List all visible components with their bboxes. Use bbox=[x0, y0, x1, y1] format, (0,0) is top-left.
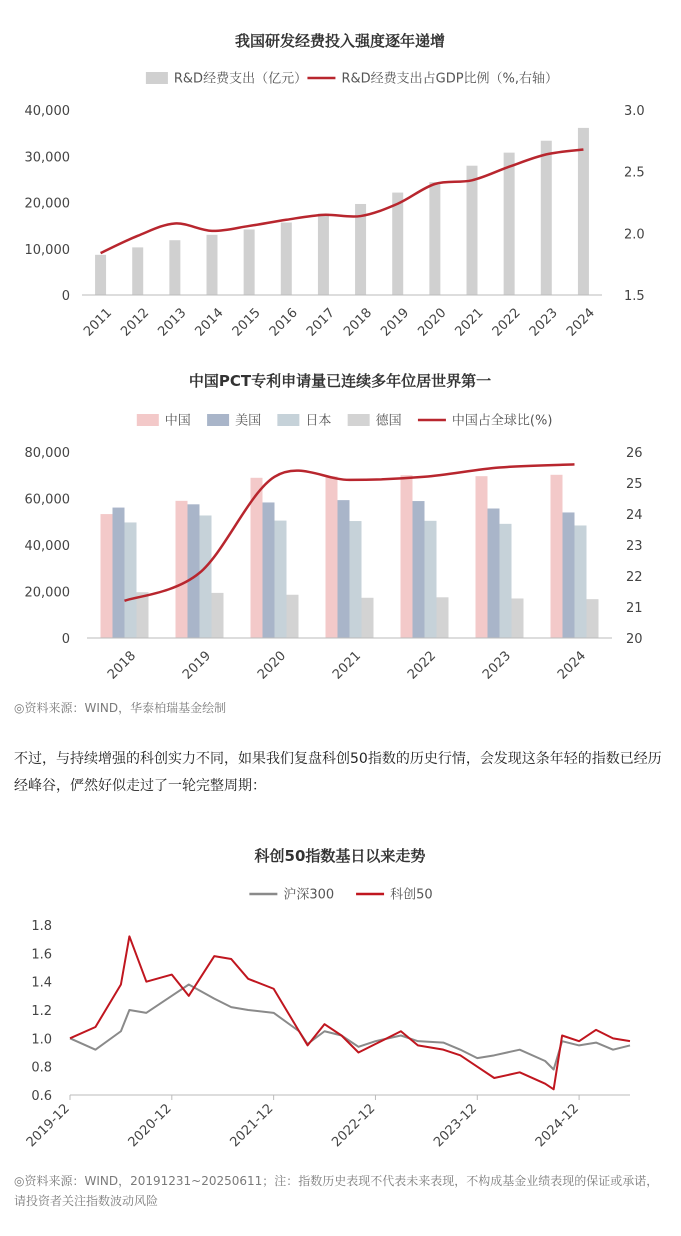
chart-title: 中国PCT专利申请量已连续多年位居世界第一 bbox=[188, 372, 492, 390]
rd-expenditure-chart bbox=[0, 20, 681, 360]
y2-tick-label: 1.5 bbox=[624, 289, 645, 304]
legend-swatch-bar bbox=[137, 414, 159, 426]
bar bbox=[338, 500, 350, 638]
x-tick-label: 2020-12 bbox=[125, 1101, 175, 1151]
y2-tick-label: 23 bbox=[626, 539, 643, 554]
legend-swatch-bar bbox=[207, 414, 229, 426]
y-tick-label: 20,000 bbox=[24, 196, 70, 212]
x-tick-label: 2021 bbox=[452, 305, 487, 340]
y-tick-label: 1.8 bbox=[31, 919, 52, 934]
x-tick-label: 2021 bbox=[330, 648, 365, 683]
x-tick-label: 2015 bbox=[229, 305, 264, 340]
x-tick-label: 2023 bbox=[526, 305, 561, 340]
bar bbox=[488, 508, 500, 638]
legend-label: R&D经费支出（亿元） bbox=[173, 71, 308, 87]
bar bbox=[413, 501, 425, 638]
y-tick-label: 0.8 bbox=[31, 1060, 52, 1076]
legend-label: 科创50 bbox=[390, 887, 433, 903]
legend-label: R&D经费支出占GDP比例（%,右轴） bbox=[341, 71, 559, 87]
y-tick-label: 0.6 bbox=[31, 1089, 52, 1104]
bar bbox=[500, 524, 512, 638]
x-tick-label: 2013 bbox=[155, 305, 190, 340]
bar bbox=[401, 475, 413, 638]
chart-title: 科创50指数基日以来走势 bbox=[254, 847, 426, 865]
x-tick-label: 2020 bbox=[415, 305, 450, 340]
bar bbox=[425, 521, 437, 638]
bar bbox=[575, 525, 587, 638]
legend-swatch-bar bbox=[277, 414, 299, 426]
legend-label: 中国 bbox=[164, 413, 191, 429]
legend-swatch-bar bbox=[146, 72, 168, 84]
x-tick-label: 2016 bbox=[266, 305, 301, 340]
y2-tick-label: 22 bbox=[626, 570, 643, 585]
bar bbox=[200, 515, 212, 638]
legend-label: 沪深300 bbox=[283, 887, 335, 903]
bar bbox=[281, 222, 292, 295]
y2-tick-label: 25 bbox=[626, 477, 643, 492]
x-tick-label: 2022 bbox=[405, 648, 440, 683]
legend-label: 日本 bbox=[305, 413, 332, 429]
y-tick-label: 0 bbox=[61, 289, 70, 304]
bar bbox=[207, 235, 218, 295]
bar bbox=[287, 595, 299, 638]
y-tick-label: 30,000 bbox=[24, 150, 70, 166]
bar bbox=[318, 214, 329, 295]
bar bbox=[476, 476, 488, 638]
source-note-2: ◎资料来源：WIND，20191231~20250611；注：指数历史表现不代表未来表现，不构成基金业绩表现的保证或承诺，请投资者关注指数波动风险 bbox=[14, 1174, 659, 1208]
x-tick-label: 2018 bbox=[341, 305, 376, 340]
y-tick-label: 1.2 bbox=[31, 1004, 52, 1019]
bar bbox=[169, 240, 180, 295]
bar bbox=[392, 193, 403, 295]
y2-tick-label: 21 bbox=[626, 601, 643, 616]
bar bbox=[326, 476, 338, 638]
x-tick-label: 2011 bbox=[81, 305, 116, 340]
bar bbox=[176, 501, 188, 638]
y-tick-label: 80,000 bbox=[24, 446, 70, 461]
bar bbox=[137, 592, 149, 638]
bar bbox=[132, 247, 143, 295]
x-tick-label: 2024 bbox=[555, 648, 590, 683]
bar bbox=[362, 598, 374, 638]
x-tick-label: 2019-12 bbox=[23, 1101, 73, 1151]
x-tick-label: 2020 bbox=[255, 648, 290, 683]
x-tick-label: 2014 bbox=[192, 305, 227, 340]
bar bbox=[467, 166, 478, 295]
y-tick-label: 1.4 bbox=[31, 975, 52, 991]
x-tick-label: 2024 bbox=[563, 305, 598, 340]
y-tick-label: 20,000 bbox=[24, 585, 70, 601]
y-tick-label: 40,000 bbox=[24, 104, 70, 119]
source-note-1: ◎资料来源：WIND，华泰柏瑞基金绘制 bbox=[14, 701, 227, 715]
bar bbox=[212, 593, 224, 638]
bar bbox=[188, 504, 200, 638]
bar bbox=[113, 508, 125, 638]
bar bbox=[587, 599, 599, 638]
x-tick-label: 2018 bbox=[105, 648, 140, 683]
bar bbox=[429, 182, 440, 295]
x-tick-label: 2012 bbox=[118, 305, 153, 340]
chart-title: 我国研发经费投入强度逐年递增 bbox=[234, 32, 446, 50]
series-line bbox=[70, 985, 630, 1070]
bar bbox=[541, 141, 552, 295]
bar bbox=[101, 514, 113, 638]
y2-tick-label: 3.0 bbox=[624, 104, 645, 119]
y-tick-label: 10,000 bbox=[24, 242, 70, 258]
y-tick-label: 1.6 bbox=[31, 947, 52, 963]
bar bbox=[275, 521, 287, 638]
x-tick-label: 2021-12 bbox=[227, 1101, 277, 1151]
bar bbox=[512, 598, 524, 638]
bar bbox=[504, 153, 515, 295]
star50-index-chart bbox=[0, 835, 681, 1165]
legend-label: 中国占全球比(%) bbox=[451, 413, 553, 429]
bar bbox=[551, 475, 563, 638]
bar bbox=[563, 512, 575, 638]
bar bbox=[350, 521, 362, 638]
legend-label: 美国 bbox=[235, 413, 262, 429]
x-tick-label: 2022 bbox=[489, 305, 524, 340]
x-tick-label: 2024-12 bbox=[532, 1101, 582, 1151]
bar bbox=[244, 229, 255, 295]
bar bbox=[437, 597, 449, 638]
y2-tick-label: 24 bbox=[626, 508, 643, 523]
bar bbox=[263, 502, 275, 638]
bar bbox=[95, 255, 106, 295]
bar bbox=[125, 522, 137, 638]
bar bbox=[578, 128, 589, 295]
x-tick-label: 2019 bbox=[180, 648, 215, 683]
x-tick-label: 2022-12 bbox=[329, 1101, 379, 1151]
x-tick-label: 2019 bbox=[378, 305, 413, 340]
y-tick-label: 1.0 bbox=[31, 1032, 52, 1048]
pct-patent-chart bbox=[0, 360, 681, 695]
y-tick-label: 40,000 bbox=[24, 539, 70, 554]
x-tick-label: 2017 bbox=[303, 305, 338, 340]
body-paragraph: 不过，与持续增强的科创实力不同，如果我们复盘科创50指数的历史行情，会发现这条年轻的指数已经历经峰谷，俨然好似走过了一轮完整周期： bbox=[14, 751, 662, 794]
x-tick-label: 2023-12 bbox=[431, 1101, 481, 1151]
y-tick-label: 60,000 bbox=[24, 492, 70, 508]
y2-tick-label: 2.5 bbox=[624, 165, 645, 181]
y2-tick-label: 20 bbox=[626, 632, 643, 647]
series-line bbox=[70, 936, 630, 1089]
y-tick-label: 0 bbox=[61, 632, 70, 647]
legend-label: 德国 bbox=[375, 413, 402, 429]
legend-swatch-bar bbox=[348, 414, 370, 426]
y2-tick-label: 26 bbox=[626, 446, 643, 461]
y2-tick-label: 2.0 bbox=[624, 227, 645, 243]
x-tick-label: 2023 bbox=[480, 648, 515, 683]
